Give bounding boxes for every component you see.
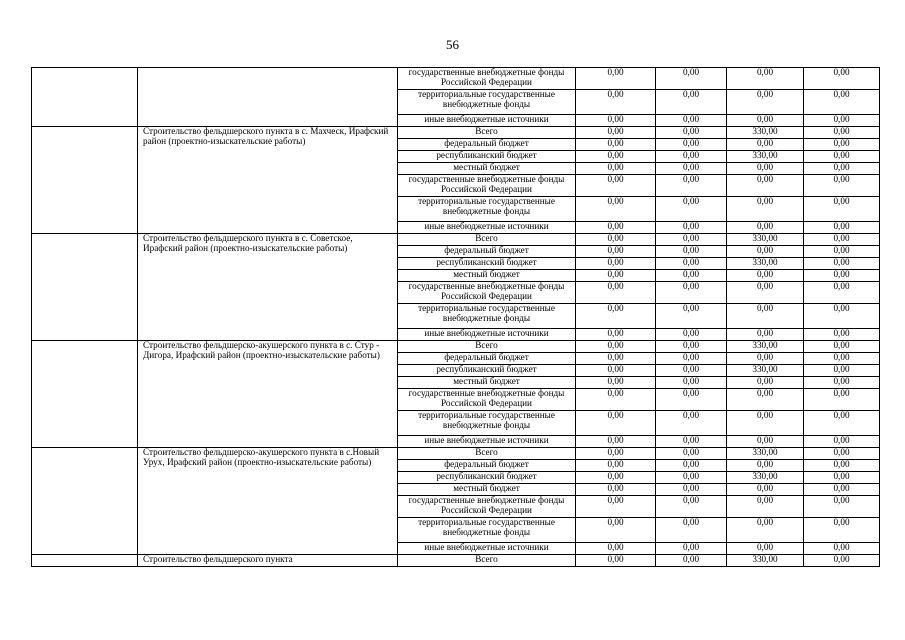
- amount-cell: 0,00: [576, 436, 656, 448]
- amount-cell: 0,00: [576, 543, 656, 555]
- funding-source-cell: местный бюджет: [398, 163, 576, 175]
- amount-cell: 0,00: [727, 197, 804, 222]
- funding-source-cell: государственные внебюджетные фонды Российской Федерации: [398, 175, 576, 197]
- amount-cell: 0,00: [804, 90, 880, 115]
- amount-cell: 0,00: [576, 222, 656, 234]
- amount-cell: 0,00: [727, 353, 804, 365]
- amount-cell: 0,00: [576, 365, 656, 377]
- amount-cell: 0,00: [656, 163, 727, 175]
- amount-cell: 0,00: [576, 151, 656, 163]
- funding-table: [31, 67, 880, 567]
- object-name-cell: Строительство фельдшерского пункта в с. Махческ, Ирафский район (проектно-изыскательские работы): [138, 127, 398, 234]
- amount-cell: 0,00: [656, 411, 727, 436]
- amount-cell: 0,00: [727, 389, 804, 411]
- funding-source-cell: республиканский бюджет: [398, 365, 576, 377]
- funding-source-cell: местный бюджет: [398, 270, 576, 282]
- amount-cell: 0,00: [727, 90, 804, 115]
- amount-cell: 0,00: [576, 448, 656, 460]
- funding-source-cell: республиканский бюджет: [398, 472, 576, 484]
- amount-cell: 0,00: [576, 377, 656, 389]
- amount-cell: 0,00: [804, 175, 880, 197]
- amount-cell: 0,00: [804, 353, 880, 365]
- amount-cell: 0,00: [804, 139, 880, 151]
- amount-cell: 0,00: [804, 234, 880, 246]
- amount-cell: 0,00: [727, 282, 804, 304]
- amount-cell: 0,00: [727, 115, 804, 127]
- amount-cell: 330,00: [727, 234, 804, 246]
- amount-cell: 0,00: [576, 496, 656, 518]
- amount-cell: 0,00: [727, 246, 804, 258]
- amount-cell: 330,00: [727, 127, 804, 139]
- amount-cell: 0,00: [804, 389, 880, 411]
- amount-cell: 0,00: [804, 151, 880, 163]
- amount-cell: 0,00: [804, 341, 880, 353]
- table-row: [32, 127, 880, 139]
- amount-cell: 0,00: [656, 555, 727, 567]
- funding-source-cell: федеральный бюджет: [398, 353, 576, 365]
- amount-cell: 0,00: [576, 411, 656, 436]
- funding-source-cell: Всего: [398, 448, 576, 460]
- amount-cell: 330,00: [727, 365, 804, 377]
- amount-cell: 0,00: [727, 411, 804, 436]
- amount-cell: 0,00: [656, 353, 727, 365]
- amount-cell: 0,00: [576, 175, 656, 197]
- amount-cell: 0,00: [576, 246, 656, 258]
- table-row: [32, 555, 880, 567]
- amount-cell: 0,00: [576, 341, 656, 353]
- amount-cell: 0,00: [576, 139, 656, 151]
- amount-cell: 0,00: [576, 329, 656, 341]
- amount-cell: 0,00: [727, 139, 804, 151]
- funding-source-cell: Всего: [398, 127, 576, 139]
- object-name-cell: Строительство фельдшерского пункта: [138, 555, 398, 567]
- amount-cell: 0,00: [727, 377, 804, 389]
- amount-cell: 0,00: [656, 127, 727, 139]
- amount-cell: 0,00: [576, 353, 656, 365]
- funding-source-cell: республиканский бюджет: [398, 258, 576, 270]
- funding-source-cell: территориальные государственные внебюджетные фонды: [398, 90, 576, 115]
- amount-cell: 0,00: [576, 163, 656, 175]
- amount-cell: 0,00: [727, 175, 804, 197]
- amount-cell: 0,00: [804, 282, 880, 304]
- amount-cell: 330,00: [727, 472, 804, 484]
- object-name-cell: [138, 68, 398, 127]
- table-row: [32, 68, 880, 90]
- amount-cell: 0,00: [576, 304, 656, 329]
- amount-cell: 0,00: [804, 270, 880, 282]
- amount-cell: 0,00: [576, 518, 656, 543]
- funding-source-cell: местный бюджет: [398, 484, 576, 496]
- funding-source-cell: государственные внебюджетные фонды Российской Федерации: [398, 282, 576, 304]
- amount-cell: 0,00: [656, 139, 727, 151]
- amount-cell: 0,00: [804, 472, 880, 484]
- funding-source-cell: Всего: [398, 555, 576, 567]
- amount-cell: 0,00: [656, 341, 727, 353]
- amount-cell: 0,00: [656, 377, 727, 389]
- amount-cell: 0,00: [727, 543, 804, 555]
- amount-cell: 0,00: [804, 377, 880, 389]
- amount-cell: 0,00: [576, 389, 656, 411]
- amount-cell: 0,00: [656, 518, 727, 543]
- amount-cell: 0,00: [576, 127, 656, 139]
- funding-source-cell: Всего: [398, 341, 576, 353]
- amount-cell: 0,00: [656, 234, 727, 246]
- funding-source-cell: республиканский бюджет: [398, 151, 576, 163]
- page-number: 56: [446, 37, 459, 52]
- amount-cell: 0,00: [656, 246, 727, 258]
- amount-cell: 0,00: [727, 163, 804, 175]
- amount-cell: 330,00: [727, 448, 804, 460]
- amount-cell: 0,00: [727, 329, 804, 341]
- amount-cell: 0,00: [656, 151, 727, 163]
- amount-cell: 0,00: [804, 329, 880, 341]
- amount-cell: 0,00: [656, 448, 727, 460]
- amount-cell: 0,00: [804, 555, 880, 567]
- amount-cell: 0,00: [727, 436, 804, 448]
- object-name-cell: Строительство фельдшерского пункта в с. Советское, Ирафский район (проектно-изыскательские работы): [138, 234, 398, 341]
- amount-cell: 330,00: [727, 555, 804, 567]
- funding-source-cell: государственные внебюджетные фонды Российской Федерации: [398, 68, 576, 90]
- amount-cell: 0,00: [804, 411, 880, 436]
- amount-cell: 0,00: [656, 222, 727, 234]
- amount-cell: 0,00: [656, 197, 727, 222]
- funding-source-cell: иные внебюджетные источники: [398, 436, 576, 448]
- funding-source-cell: государственные внебюджетные фонды Российской Федерации: [398, 389, 576, 411]
- amount-cell: 0,00: [727, 484, 804, 496]
- amount-cell: 0,00: [656, 543, 727, 555]
- amount-cell: 0,00: [727, 304, 804, 329]
- amount-cell: 0,00: [656, 460, 727, 472]
- amount-cell: 330,00: [727, 341, 804, 353]
- amount-cell: 0,00: [576, 484, 656, 496]
- amount-cell: 0,00: [804, 258, 880, 270]
- amount-cell: 0,00: [804, 197, 880, 222]
- amount-cell: 0,00: [576, 90, 656, 115]
- amount-cell: 0,00: [804, 484, 880, 496]
- table-row: [32, 341, 880, 353]
- amount-cell: 0,00: [576, 68, 656, 90]
- amount-cell: 0,00: [656, 436, 727, 448]
- amount-cell: 0,00: [727, 460, 804, 472]
- amount-cell: 0,00: [804, 304, 880, 329]
- funding-source-cell: иные внебюджетные источники: [398, 222, 576, 234]
- object-name-cell: Строительство фельдшерско-акушерского пункта в с.Новый Урух, Ирафский район (проектно-изыскательские работы): [138, 448, 398, 555]
- amount-cell: 0,00: [576, 258, 656, 270]
- funding-source-cell: государственные внебюджетные фонды Российской Федерации: [398, 496, 576, 518]
- amount-cell: 0,00: [804, 127, 880, 139]
- amount-cell: 0,00: [804, 68, 880, 90]
- amount-cell: 0,00: [804, 543, 880, 555]
- amount-cell: 0,00: [656, 258, 727, 270]
- funding-source-cell: территориальные государственные внебюджетные фонды: [398, 518, 576, 543]
- amount-cell: 0,00: [804, 365, 880, 377]
- amount-cell: 0,00: [804, 246, 880, 258]
- amount-cell: 0,00: [727, 270, 804, 282]
- amount-cell: 0,00: [656, 270, 727, 282]
- amount-cell: 0,00: [576, 282, 656, 304]
- index-cell: [32, 127, 138, 234]
- amount-cell: 0,00: [576, 115, 656, 127]
- funding-source-cell: территориальные государственные внебюджетные фонды: [398, 411, 576, 436]
- amount-cell: 0,00: [656, 389, 727, 411]
- amount-cell: 330,00: [727, 151, 804, 163]
- amount-cell: 0,00: [727, 496, 804, 518]
- amount-cell: 0,00: [656, 90, 727, 115]
- amount-cell: 0,00: [804, 518, 880, 543]
- amount-cell: 0,00: [804, 436, 880, 448]
- funding-source-cell: Всего: [398, 234, 576, 246]
- amount-cell: 0,00: [804, 460, 880, 472]
- amount-cell: 0,00: [804, 115, 880, 127]
- funding-source-cell: территориальные государственные внебюджетные фонды: [398, 197, 576, 222]
- index-cell: [32, 234, 138, 341]
- table-row: [32, 448, 880, 460]
- amount-cell: 0,00: [656, 496, 727, 518]
- funding-source-cell: местный бюджет: [398, 377, 576, 389]
- amount-cell: 0,00: [576, 234, 656, 246]
- amount-cell: 0,00: [656, 365, 727, 377]
- amount-cell: 0,00: [804, 496, 880, 518]
- funding-source-cell: иные внебюджетные источники: [398, 115, 576, 127]
- amount-cell: 0,00: [576, 197, 656, 222]
- index-cell: [32, 448, 138, 555]
- index-cell: [32, 555, 138, 567]
- funding-source-cell: федеральный бюджет: [398, 246, 576, 258]
- amount-cell: 330,00: [727, 258, 804, 270]
- funding-source-cell: иные внебюджетные источники: [398, 543, 576, 555]
- amount-cell: 0,00: [656, 484, 727, 496]
- amount-cell: 0,00: [727, 518, 804, 543]
- funding-source-cell: федеральный бюджет: [398, 460, 576, 472]
- amount-cell: 0,00: [727, 68, 804, 90]
- object-name-cell: Строительство фельдшерско-акушерского пункта в с. Стур - Дигора, Ирафский район (проектно-изыскательские работы): [138, 341, 398, 448]
- amount-cell: 0,00: [804, 163, 880, 175]
- funding-table-body: [32, 68, 880, 567]
- index-cell: [32, 68, 138, 127]
- amount-cell: 0,00: [576, 460, 656, 472]
- amount-cell: 0,00: [656, 329, 727, 341]
- funding-source-cell: иные внебюджетные источники: [398, 329, 576, 341]
- amount-cell: 0,00: [656, 115, 727, 127]
- amount-cell: 0,00: [656, 68, 727, 90]
- index-cell: [32, 341, 138, 448]
- amount-cell: 0,00: [656, 175, 727, 197]
- amount-cell: 0,00: [727, 222, 804, 234]
- funding-source-cell: территориальные государственные внебюджетные фонды: [398, 304, 576, 329]
- amount-cell: 0,00: [804, 448, 880, 460]
- amount-cell: 0,00: [656, 472, 727, 484]
- amount-cell: 0,00: [656, 304, 727, 329]
- amount-cell: 0,00: [576, 270, 656, 282]
- amount-cell: 0,00: [656, 282, 727, 304]
- amount-cell: 0,00: [576, 555, 656, 567]
- funding-source-cell: федеральный бюджет: [398, 139, 576, 151]
- amount-cell: 0,00: [804, 222, 880, 234]
- table-row: [32, 234, 880, 246]
- amount-cell: 0,00: [576, 472, 656, 484]
